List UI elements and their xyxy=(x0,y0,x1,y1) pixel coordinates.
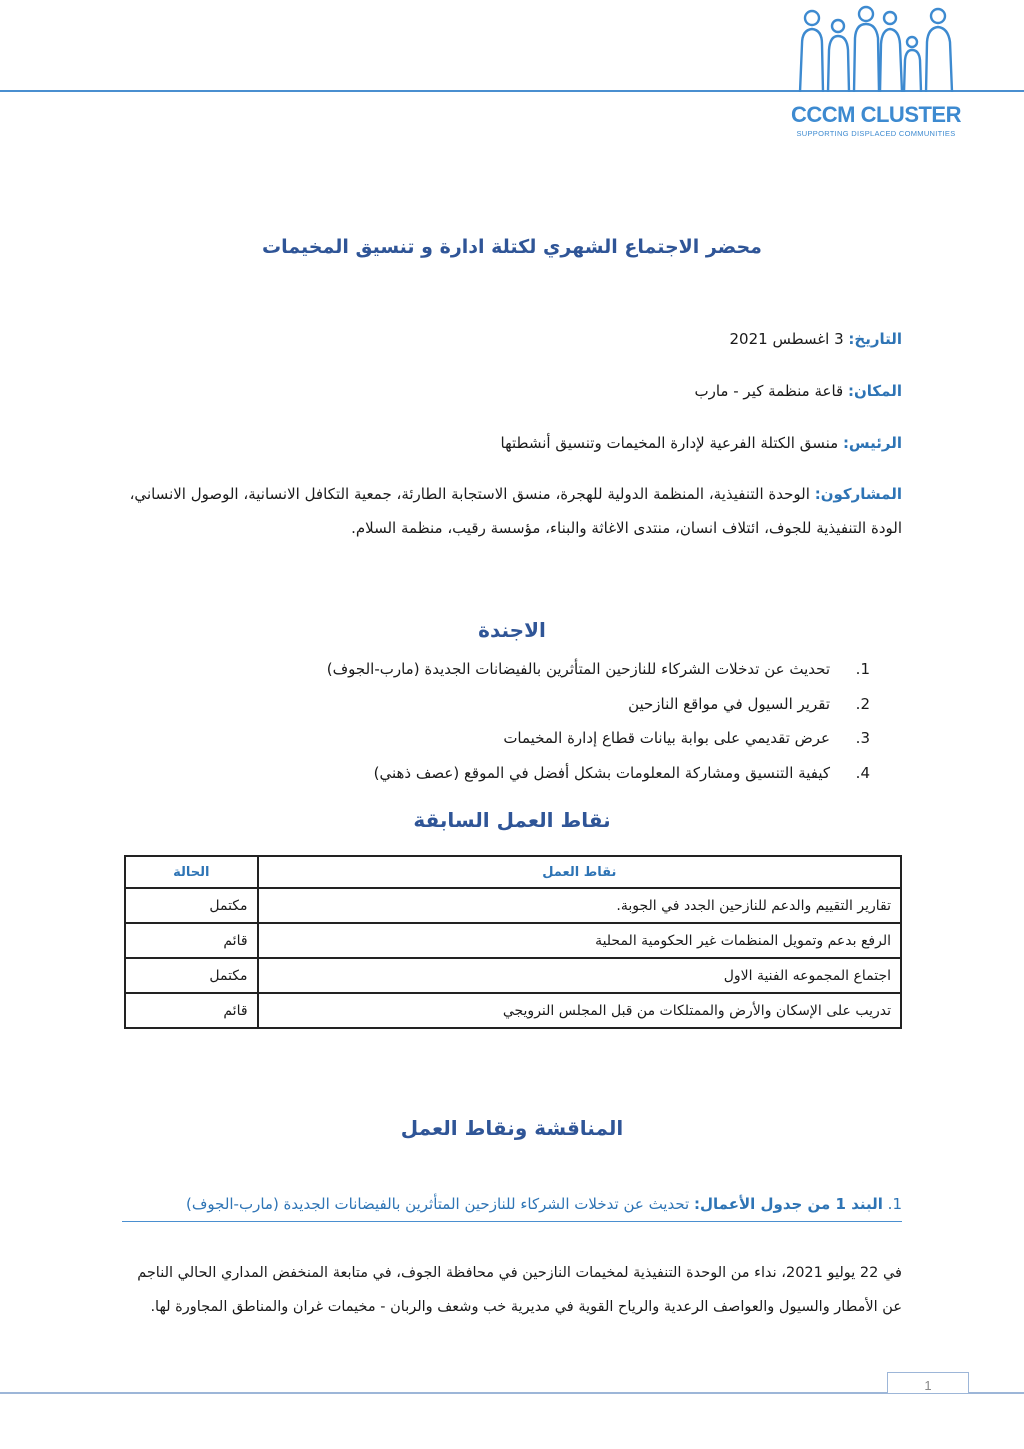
place-label: المكان: xyxy=(848,382,902,400)
previous-actions-table xyxy=(124,855,902,1029)
chair-value: منسق الكتلة الفرعية لإدارة المخيمات وتنسيق أنشطتها xyxy=(500,434,839,452)
place-value: قاعة منظمة كير - مارب xyxy=(694,382,844,400)
action-cell: اجتماع المجموعه الفنية الاول xyxy=(258,958,901,993)
place-field xyxy=(120,382,902,400)
previous-actions-heading: نقاط العمل السابقة xyxy=(413,808,611,832)
agenda-heading: الاجندة xyxy=(478,618,546,642)
table-row xyxy=(125,958,901,993)
status-cell: قائم xyxy=(125,993,258,1028)
agenda-item-text: كيفية التنسيق ومشاركة المعلومات بشكل أفضل في الموقع (عصف ذهني) xyxy=(373,763,830,782)
agenda-item xyxy=(150,687,870,722)
participants-field xyxy=(120,477,902,545)
agenda-item-number: 1. xyxy=(855,660,870,679)
logo-tagline: SUPPORTING DISPLACED COMMUNITIES xyxy=(796,129,956,138)
status-cell: مكتمل xyxy=(125,888,258,923)
date-value: 3 اغسطس 2021 xyxy=(729,330,844,348)
agenda-item-text: تحديث عن تدخلات الشركاء للنازحين المتأثرين بالفيضانات الجديدة (مارب-الجوف) xyxy=(326,660,830,679)
discussion-heading: المناقشة ونقاط العمل xyxy=(400,1116,624,1140)
agenda-item xyxy=(150,756,870,791)
agenda-item xyxy=(150,652,870,687)
action-cell: تدريب على الإسكان والأرض والممتلكات من قبل المجلس النرويجي xyxy=(258,993,901,1028)
document-title: محضر الاجتماع الشهري لكتلة ادارة و تنسيق المخيمات xyxy=(262,236,762,258)
item-title: تحديث عن تدخلات الشركاء للنازحين المتأثرين بالفيضانات الجديدة (مارب-الجوف) xyxy=(185,1195,690,1213)
table-row xyxy=(125,888,901,923)
participants-value: الوحدة التنفيذية، المنظمة الدولية للهجرة، منسق الاستجابة الطارئة، جمعية التكافل الانسانية، الوصول الانساني، الودة التنفيذية للجوف، ائتلاف انسان، منتدى الاغاثة والبناء، مؤسسة رقيب، منظمة السلام. xyxy=(129,485,902,537)
date-field xyxy=(120,330,902,348)
item-label: البند 1 من جدول الأعمال: xyxy=(694,1195,883,1213)
status-cell: قائم xyxy=(125,923,258,958)
date-label: التاريخ: xyxy=(848,330,902,348)
agenda-item-number: 4. xyxy=(855,763,870,782)
action-cell: تقارير التقييم والدعم للنازحين الجدد في الجوبة. xyxy=(258,888,901,923)
action-cell: الرفع بدعم وتمويل المنظمات غير الحكومية المحلية xyxy=(258,923,901,958)
discussion-paragraph: في 22 يوليو 2021، نداء من الوحدة التنفيذية لمخيمات النازحين في محافظة الجوف، في متابعة المنخفض المداري الحالي الناجم عن الأمطار والسيول والعواصف الرعدية والرياح القوية في مديرية خب وشعف والربان - مخيمات غران والمناطق المجاورة لها. xyxy=(137,1265,902,1315)
status-cell: مكتمل xyxy=(125,958,258,993)
table-header-row xyxy=(125,856,901,888)
item-number: 1. xyxy=(887,1195,902,1213)
people-silhouette-icon xyxy=(792,4,960,100)
participants-label: المشاركون: xyxy=(814,485,902,503)
footer-rule xyxy=(0,1392,1024,1394)
table-row xyxy=(125,993,901,1028)
chair-label: الرئيس: xyxy=(842,434,902,452)
logo-wordmark: CCCM CLUSTER xyxy=(791,102,961,127)
table-row xyxy=(125,923,901,958)
chair-field xyxy=(120,434,902,452)
agenda-list xyxy=(150,652,870,790)
agenda-item-number: 2. xyxy=(855,694,870,713)
agenda-item-1-heading xyxy=(122,1188,902,1222)
agenda-item-text: تقرير السيول في مواقع النازحين xyxy=(628,694,830,713)
agenda-item-number: 3. xyxy=(855,729,870,748)
page-number: 1 xyxy=(887,1372,969,1393)
agenda-item xyxy=(150,721,870,756)
column-header-status: الحالة xyxy=(125,856,258,888)
column-header-action: نقاط العمل xyxy=(258,856,901,888)
agenda-item-text: عرض تقديمي على بوابة بيانات قطاع إدارة المخيمات xyxy=(503,729,830,748)
cccm-cluster-logo xyxy=(788,4,964,140)
